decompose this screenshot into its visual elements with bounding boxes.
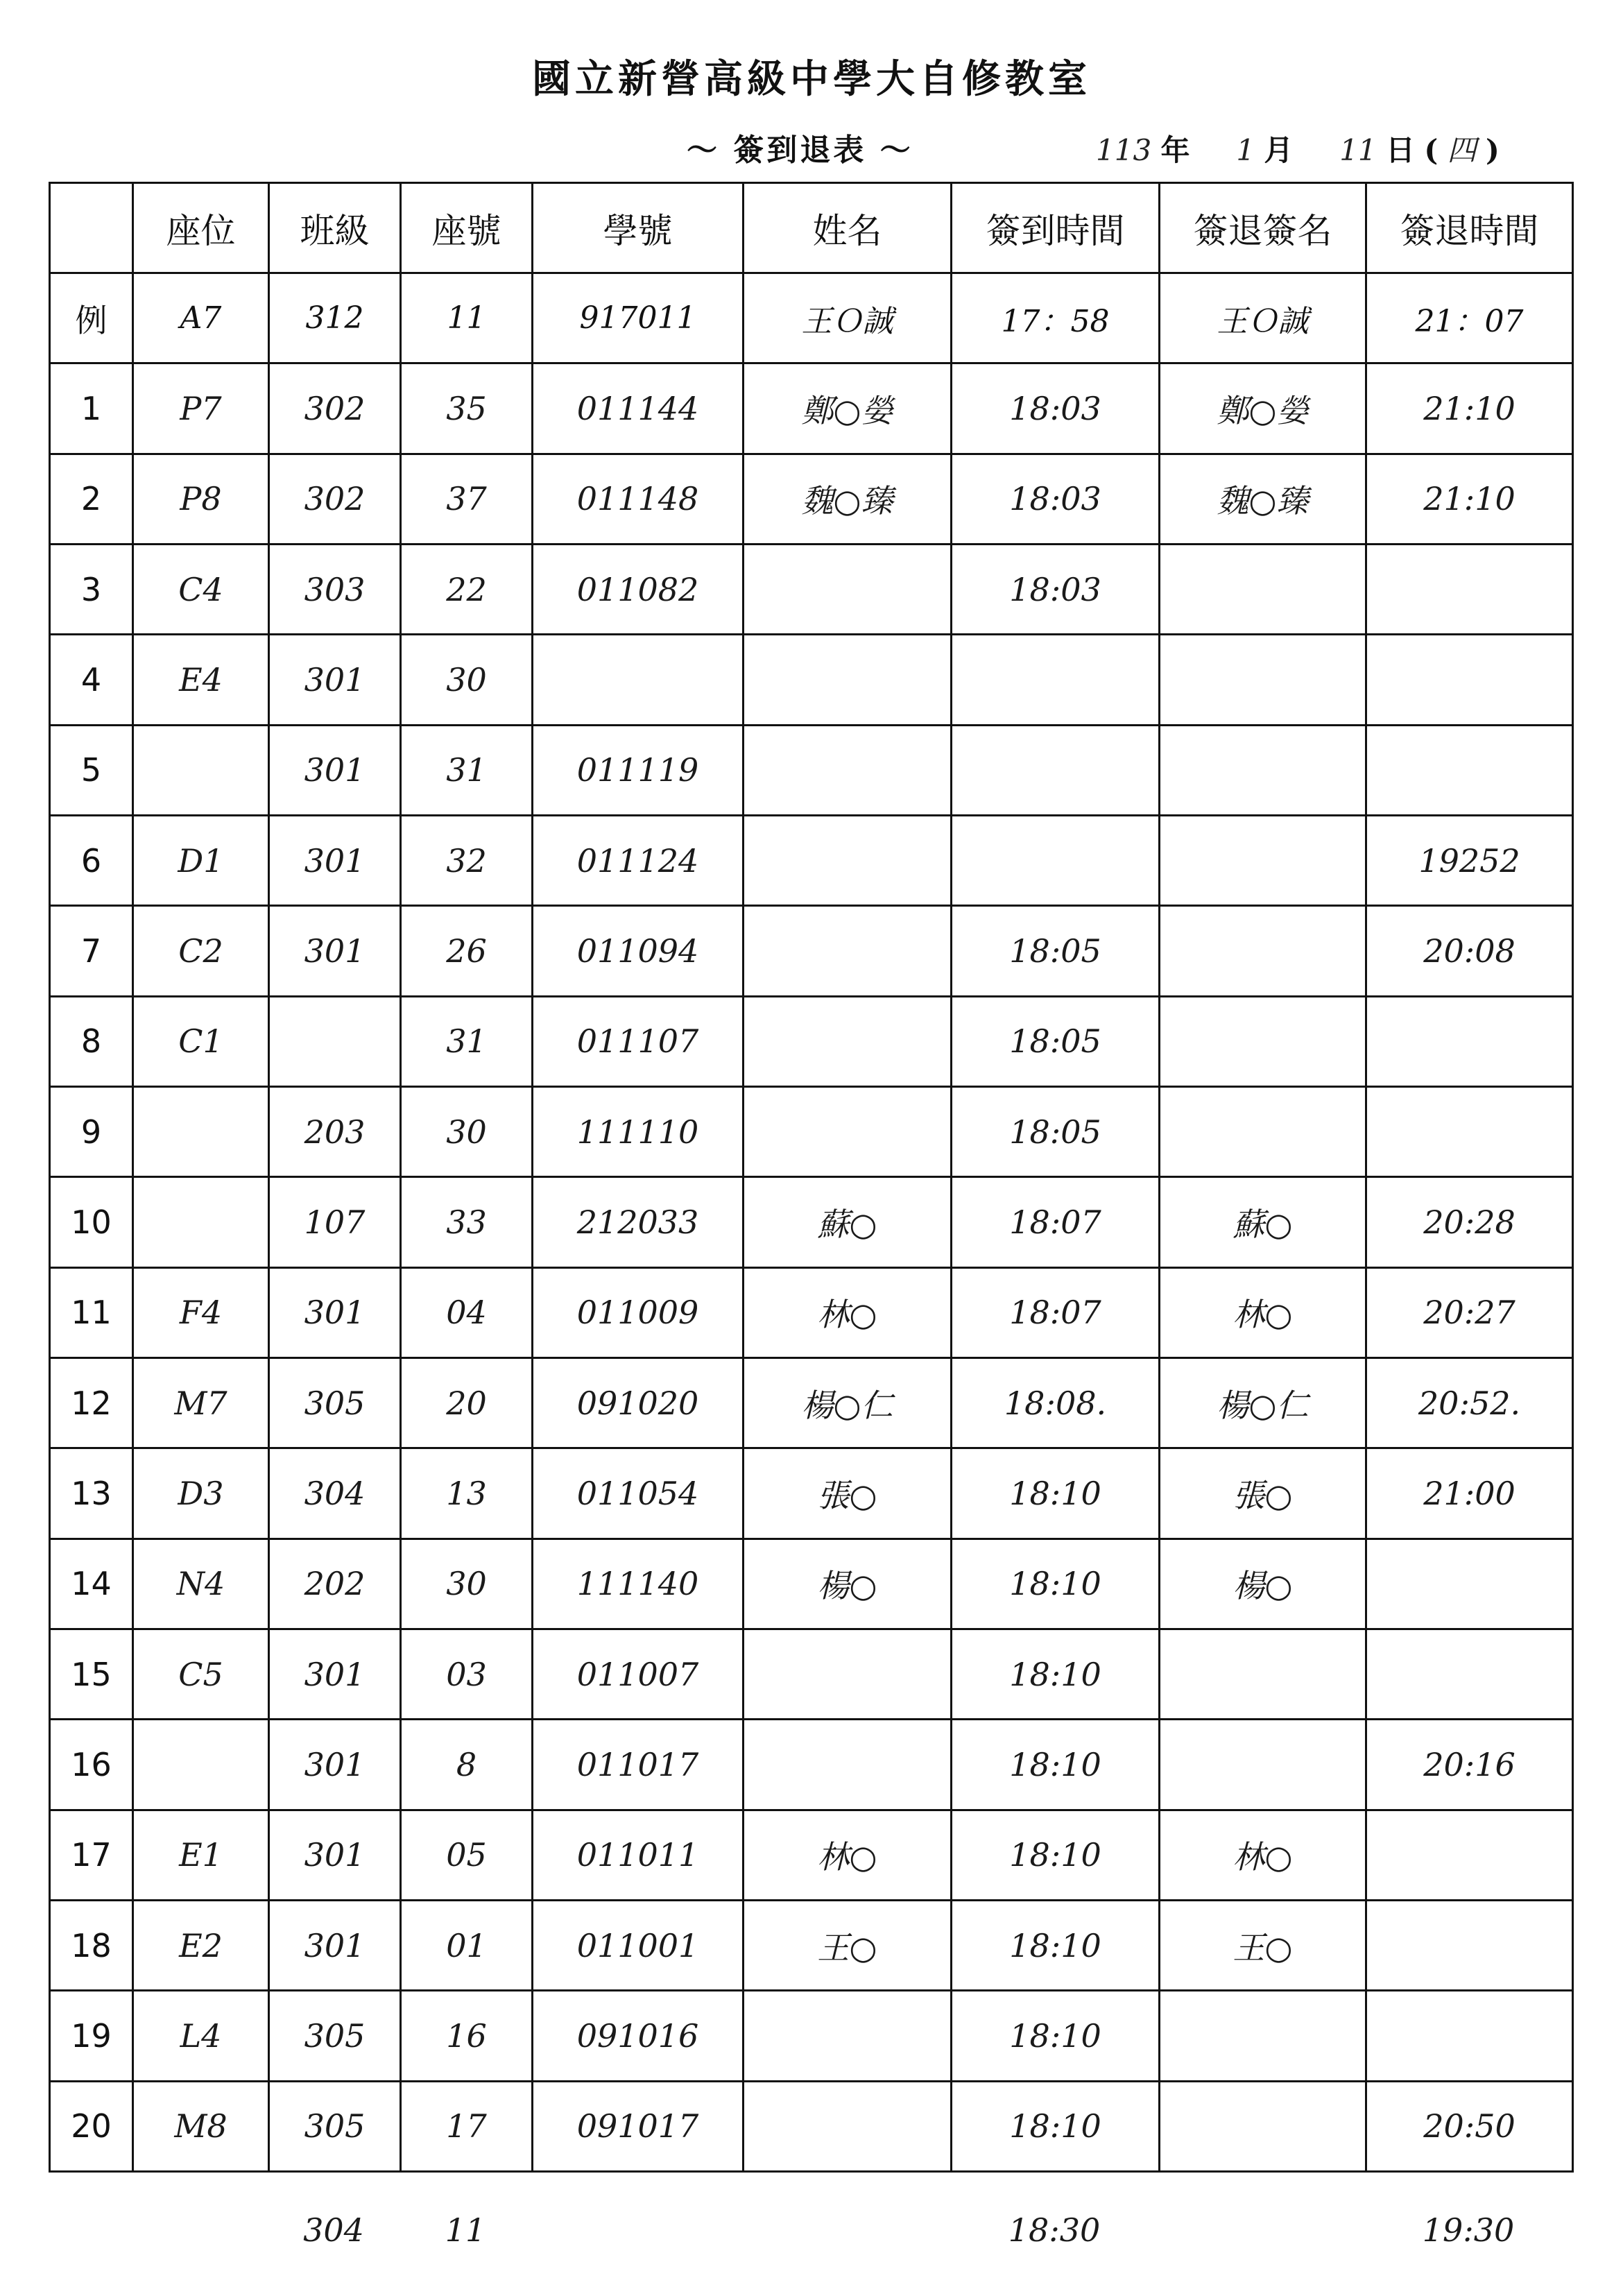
name-signature-cell: 楊○ — [744, 1539, 952, 1629]
name-signature-cell: 魏○臻 — [744, 454, 952, 544]
checkin-time-cell — [952, 725, 1160, 815]
seat-cell: D1 — [133, 815, 269, 905]
class-cell: 301 — [269, 1629, 401, 1719]
row-index: 1 — [50, 363, 133, 454]
seat-cell — [133, 1086, 269, 1176]
checkin-time-cell: 18:10 — [952, 1448, 1160, 1539]
checkout-time-cell: 20:52. — [1366, 1357, 1573, 1448]
signout-signature-cell — [1160, 996, 1366, 1086]
seat-cell: C4 — [133, 544, 269, 634]
student-id-cell: 011094 — [533, 906, 744, 996]
seat-cell: E4 — [133, 635, 269, 725]
checkin-time-cell: 18:10 — [952, 1629, 1160, 1719]
checkin-time-cell: 18:10 — [952, 2081, 1160, 2171]
checkin-time-cell: 18:08. — [952, 1357, 1160, 1448]
table-row — [50, 1629, 1573, 1719]
date-weekday: 四 — [1447, 133, 1477, 167]
seat-cell: M7 — [133, 1357, 269, 1448]
example-signout-name: 王Ｏ誠 — [1160, 273, 1366, 363]
checkout-time-cell — [1366, 1991, 1573, 2081]
seat-cell — [133, 1177, 269, 1267]
checkout-time-cell: 21:00 — [1366, 1448, 1573, 1539]
checkout-time-cell — [1366, 1629, 1573, 1719]
table-row — [50, 1810, 1573, 1900]
extra-checkin: 18:30 — [1008, 2211, 1101, 2249]
student-id-cell — [533, 635, 744, 725]
header-cell: 座位 — [133, 183, 269, 273]
seat-cell: D3 — [133, 1448, 269, 1539]
date-month: 1 — [1236, 133, 1255, 167]
class-cell: 301 — [269, 906, 401, 996]
checkout-time-cell: 20:50 — [1366, 2081, 1573, 2171]
checkin-time-cell: 18:07 — [952, 1267, 1160, 1357]
seat-cell: E2 — [133, 1900, 269, 1990]
header-cell: 座號 — [401, 183, 533, 273]
student-id-cell: 111140 — [533, 1539, 744, 1629]
table-row — [50, 363, 1573, 454]
checkin-time-cell: 18:10 — [952, 1900, 1160, 1990]
table-row — [50, 1991, 1573, 2081]
signout-signature-cell — [1160, 2081, 1366, 2171]
date-year-unit: 年 — [1160, 133, 1190, 167]
name-signature-cell: 蘇○ — [744, 1177, 952, 1267]
name-signature-cell — [744, 725, 952, 815]
signout-signature-cell: 林○ — [1160, 1810, 1366, 1900]
checkin-time-cell: 18:07 — [952, 1177, 1160, 1267]
name-signature-cell — [744, 635, 952, 725]
class-cell: 301 — [269, 815, 401, 905]
table-row — [50, 1720, 1573, 1810]
checkin-time-cell: 18:05 — [952, 996, 1160, 1086]
seat-number-cell: 35 — [401, 363, 533, 454]
header-cell: 班級 — [269, 183, 401, 273]
seat-number-cell: 03 — [401, 1629, 533, 1719]
seat-cell: L4 — [133, 1991, 269, 2081]
header-cell: 簽退簽名 — [1160, 183, 1366, 273]
class-cell: 305 — [269, 1991, 401, 2081]
row-index: 14 — [50, 1539, 133, 1629]
table-row — [50, 635, 1573, 725]
student-id-cell: 011017 — [533, 1720, 744, 1810]
sheet-date — [1096, 128, 1500, 169]
example-number: 11 — [401, 273, 533, 363]
checkin-time-cell: 18:03 — [952, 363, 1160, 454]
student-id-cell: 011007 — [533, 1629, 744, 1719]
name-signature-cell — [744, 996, 952, 1086]
seat-number-cell: 17 — [401, 2081, 533, 2171]
sheet-subtitle: ～ 簽到退表 ～ — [687, 132, 913, 168]
example-index: 例 — [50, 273, 133, 363]
row-index: 17 — [50, 1810, 133, 1900]
checkout-time-cell — [1366, 544, 1573, 634]
checkout-time-cell — [1366, 1086, 1573, 1176]
row-index: 7 — [50, 906, 133, 996]
student-id-cell: 011011 — [533, 1810, 744, 1900]
seat-cell: M8 — [133, 2081, 269, 2171]
date-day-unit: 日 — [1386, 133, 1416, 167]
table-row — [50, 1539, 1573, 1629]
class-cell: 302 — [269, 363, 401, 454]
signout-signature-cell — [1160, 1991, 1366, 2081]
name-signature-cell: 張○ — [744, 1448, 952, 1539]
table-row — [50, 906, 1573, 996]
checkout-time-cell — [1366, 1539, 1573, 1629]
row-index: 9 — [50, 1086, 133, 1176]
name-signature-cell — [744, 815, 952, 905]
student-id-cell: 011054 — [533, 1448, 744, 1539]
name-signature-cell — [744, 1991, 952, 2081]
checkin-time-cell — [952, 815, 1160, 905]
seat-number-cell: 37 — [401, 454, 533, 544]
row-index: 10 — [50, 1177, 133, 1267]
extra-signout-name — [1158, 2185, 1365, 2275]
example-row — [50, 273, 1573, 363]
seat-number-cell: 20 — [401, 1357, 533, 1448]
seat-number-cell: 16 — [401, 1991, 533, 2081]
row-index: 12 — [50, 1357, 133, 1448]
name-signature-cell: 鄭○嫈 — [744, 363, 952, 454]
checkout-time-cell — [1366, 996, 1573, 1086]
weekday-open-paren: ( — [1424, 133, 1439, 167]
weekday-close-paren: ) — [1485, 133, 1500, 167]
checkout-time-cell: 19252 — [1366, 815, 1573, 905]
student-id-cell: 011144 — [533, 363, 744, 454]
name-signature-cell — [744, 1720, 952, 1810]
example-checkout: 21：07 — [1366, 273, 1573, 363]
class-cell: 202 — [269, 1539, 401, 1629]
student-id-cell: 091017 — [533, 2081, 744, 2171]
seat-cell: E1 — [133, 1810, 269, 1900]
row-index: 5 — [50, 725, 133, 815]
extra-number: 11 — [445, 2211, 486, 2249]
table-row — [50, 1177, 1573, 1267]
header-index — [50, 183, 133, 273]
name-signature-cell: 林○ — [744, 1267, 952, 1357]
table-row — [50, 2081, 1573, 2171]
row-index: 4 — [50, 635, 133, 725]
table-row — [50, 544, 1573, 634]
seat-number-cell: 33 — [401, 1177, 533, 1267]
student-id-cell: 011119 — [533, 725, 744, 815]
class-cell: 302 — [269, 454, 401, 544]
subtitle-row — [0, 125, 1623, 173]
class-cell: 305 — [269, 1357, 401, 1448]
table-header-row — [50, 183, 1573, 273]
date-day: 11 — [1339, 133, 1377, 167]
name-signature-cell — [744, 544, 952, 634]
checkin-time-cell: 18:03 — [952, 544, 1160, 634]
name-signature-cell — [744, 1086, 952, 1176]
signout-signature-cell — [1160, 635, 1366, 725]
date-month-unit: 月 — [1264, 133, 1294, 167]
header-cell: 簽退時間 — [1366, 183, 1573, 273]
checkout-time-cell: 20:28 — [1366, 1177, 1573, 1267]
student-id-cell: 091016 — [533, 1991, 744, 2081]
class-cell — [269, 996, 401, 1086]
example-checkin: 17：58 — [952, 273, 1160, 363]
signout-signature-cell — [1160, 725, 1366, 815]
header-cell: 學號 — [533, 183, 744, 273]
signout-signature-cell: 張○ — [1160, 1448, 1366, 1539]
seat-number-cell: 8 — [401, 1720, 533, 1810]
example-name: 王Ｏ誠 — [744, 273, 952, 363]
table-row — [50, 815, 1573, 905]
checkin-time-cell: 18:10 — [952, 1810, 1160, 1900]
signout-signature-cell — [1160, 544, 1366, 634]
signout-signature-cell: 楊○仁 — [1160, 1357, 1366, 1448]
checkout-time-cell: 20:27 — [1366, 1267, 1573, 1357]
seat-number-cell: 13 — [401, 1448, 533, 1539]
student-id-cell: 011107 — [533, 996, 744, 1086]
class-cell: 305 — [269, 2081, 401, 2171]
extra-checkout: 19:30 — [1422, 2211, 1515, 2249]
seat-number-cell: 22 — [401, 544, 533, 634]
checkout-time-cell: 21:10 — [1366, 454, 1573, 544]
extra-class: 304 — [303, 2211, 364, 2249]
table-row — [50, 1900, 1573, 1990]
table-row — [50, 996, 1573, 1086]
signout-signature-cell — [1160, 906, 1366, 996]
checkin-time-cell — [952, 635, 1160, 725]
seat-number-cell: 04 — [401, 1267, 533, 1357]
example-seat: A7 — [133, 273, 269, 363]
extra-seat — [132, 2185, 268, 2275]
checkin-time-cell: 18:10 — [952, 1720, 1160, 1810]
seat-number-cell: 01 — [401, 1900, 533, 1990]
name-signature-cell — [744, 2081, 952, 2171]
name-signature-cell: 王○ — [744, 1900, 952, 1990]
seat-number-cell: 05 — [401, 1810, 533, 1900]
name-signature-cell — [744, 1629, 952, 1719]
checkin-time-cell: 18:05 — [952, 906, 1160, 996]
seat-cell: F4 — [133, 1267, 269, 1357]
signout-signature-cell: 林○ — [1160, 1267, 1366, 1357]
extra-name — [742, 2185, 950, 2275]
seat-cell: P7 — [133, 363, 269, 454]
signout-signature-cell: 魏○臻 — [1160, 454, 1366, 544]
seat-cell — [133, 1720, 269, 1810]
seat-cell: C1 — [133, 996, 269, 1086]
row-index: 15 — [50, 1629, 133, 1719]
checkin-time-cell: 18:03 — [952, 454, 1160, 544]
seat-cell: C2 — [133, 906, 269, 996]
seat-number-cell: 31 — [401, 725, 533, 815]
signout-signature-cell — [1160, 1629, 1366, 1719]
class-cell: 301 — [269, 1810, 401, 1900]
sheet-title: 國立新營高級中學大自修教室 — [532, 56, 1091, 102]
seat-cell: P8 — [133, 454, 269, 544]
table-row — [50, 454, 1573, 544]
signin-table — [49, 182, 1574, 2173]
seat-cell — [133, 725, 269, 815]
table-row — [50, 1448, 1573, 1539]
seat-number-cell: 30 — [401, 635, 533, 725]
student-id-cell: 011082 — [533, 544, 744, 634]
name-signature-cell: 林○ — [744, 1810, 952, 1900]
class-cell: 203 — [269, 1086, 401, 1176]
row-index: 16 — [50, 1720, 133, 1810]
row-index: 13 — [50, 1448, 133, 1539]
checkin-time-cell: 18:10 — [952, 1991, 1160, 2081]
checkout-time-cell — [1366, 1900, 1573, 1990]
table-row — [50, 1086, 1573, 1176]
extra-student-id — [531, 2185, 742, 2275]
table-row — [50, 725, 1573, 815]
signout-signature-cell: 蘇○ — [1160, 1177, 1366, 1267]
example-student-id: 917011 — [533, 273, 744, 363]
seat-number-cell: 30 — [401, 1086, 533, 1176]
date-year: 113 — [1096, 133, 1152, 167]
table-row — [50, 1267, 1573, 1357]
seat-number-cell: 30 — [401, 1539, 533, 1629]
student-id-cell: 212033 — [533, 1177, 744, 1267]
signout-signature-cell — [1160, 1086, 1366, 1176]
class-cell: 107 — [269, 1177, 401, 1267]
student-id-cell: 011148 — [533, 454, 744, 544]
class-cell: 304 — [269, 1448, 401, 1539]
class-cell: 303 — [269, 544, 401, 634]
class-cell: 301 — [269, 725, 401, 815]
seat-number-cell: 32 — [401, 815, 533, 905]
table-row — [50, 1357, 1573, 1448]
seat-cell: N4 — [133, 1539, 269, 1629]
signout-signature-cell — [1160, 1720, 1366, 1810]
row-index: 19 — [50, 1991, 133, 2081]
class-cell: 301 — [269, 1900, 401, 1990]
row-index: 20 — [50, 2081, 133, 2171]
checkout-time-cell — [1366, 635, 1573, 725]
checkout-time-cell — [1366, 1810, 1573, 1900]
name-signature-cell — [744, 906, 952, 996]
header-cell: 簽到時間 — [952, 183, 1160, 273]
row-index: 2 — [50, 454, 133, 544]
extra-handwritten-row — [49, 2185, 1572, 2275]
student-id-cell: 011124 — [533, 815, 744, 905]
student-id-cell: 011009 — [533, 1267, 744, 1357]
row-index: 18 — [50, 1900, 133, 1990]
example-class: 312 — [269, 273, 401, 363]
header-cell: 姓名 — [744, 183, 952, 273]
row-index: 3 — [50, 544, 133, 634]
seat-cell: C5 — [133, 1629, 269, 1719]
student-id-cell: 011001 — [533, 1900, 744, 1990]
student-id-cell: 091020 — [533, 1357, 744, 1448]
seat-number-cell: 26 — [401, 906, 533, 996]
name-signature-cell: 楊○仁 — [744, 1357, 952, 1448]
student-id-cell: 111110 — [533, 1086, 744, 1176]
class-cell: 301 — [269, 1720, 401, 1810]
signout-signature-cell: 王○ — [1160, 1900, 1366, 1990]
checkout-time-cell: 20:16 — [1366, 1720, 1573, 1810]
checkout-time-cell — [1366, 725, 1573, 815]
row-index: 6 — [50, 815, 133, 905]
row-index: 8 — [50, 996, 133, 1086]
checkout-time-cell: 21:10 — [1366, 363, 1573, 454]
signout-signature-cell: 楊○ — [1160, 1539, 1366, 1629]
checkin-time-cell: 18:10 — [952, 1539, 1160, 1629]
signout-signature-cell: 鄭○嫈 — [1160, 363, 1366, 454]
signout-signature-cell — [1160, 815, 1366, 905]
checkout-time-cell: 20:08 — [1366, 906, 1573, 996]
row-index: 11 — [50, 1267, 133, 1357]
seat-number-cell: 31 — [401, 996, 533, 1086]
class-cell: 301 — [269, 1267, 401, 1357]
class-cell: 301 — [269, 635, 401, 725]
checkin-time-cell: 18:05 — [952, 1086, 1160, 1176]
